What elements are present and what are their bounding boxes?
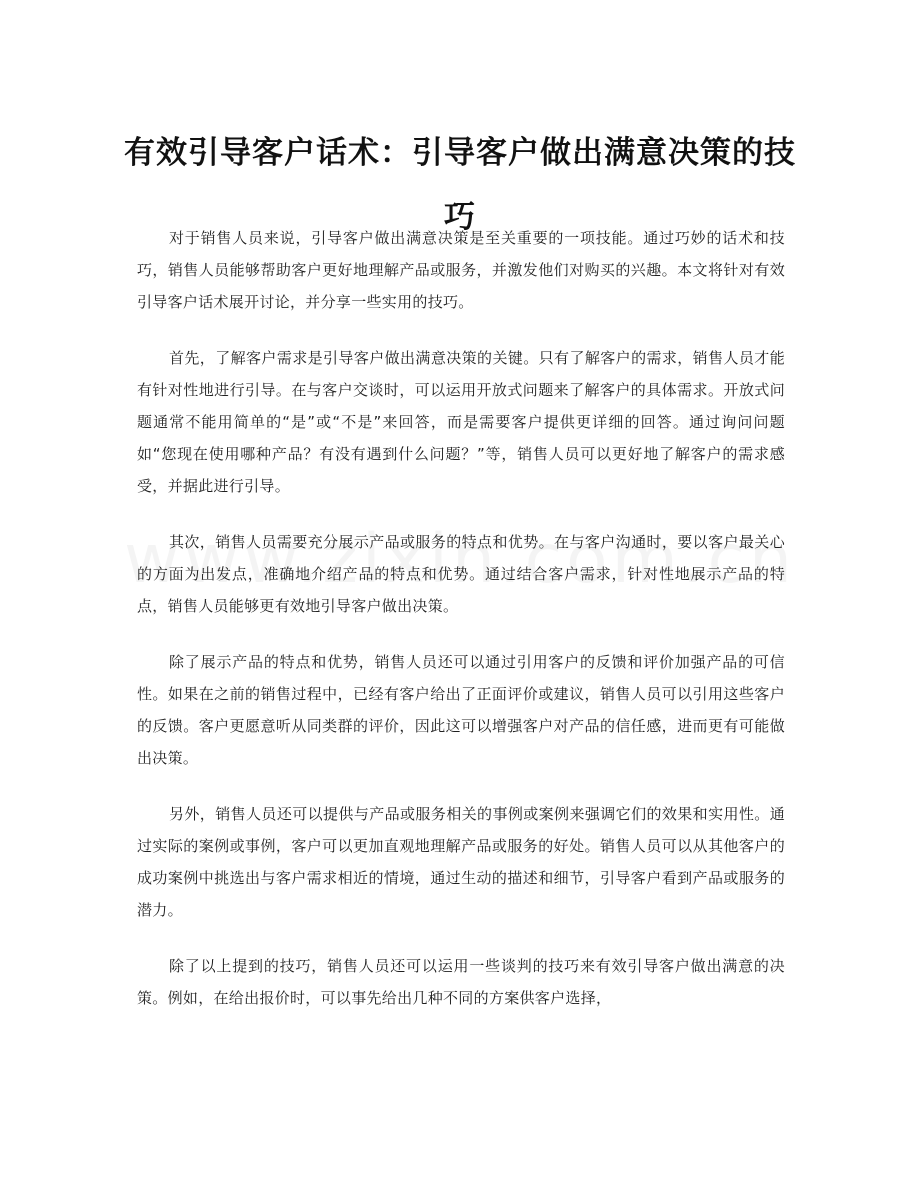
- paragraph-1: 对于销售人员来说，引导客户做出满意决策是至关重要的一项技能。通过巧妙的话术和技巧，销售人员能够帮助客户更好地理解产品或服务，并激发他们对购买的兴趣。本文将针对有效引导客户话术展开讨论，并分享一些实用的技巧。: [137, 229, 785, 311]
- paragraph-3: 其次，销售人员需要充分展示产品或服务的特点和优势。在与客户沟通时，要以客户最关心的方面为出发点，准确地介绍产品的特点和优势。通过结合客户需求，针对性地展示产品的特点，销售人员能够更有效地引导客户做出决策。: [137, 533, 785, 615]
- paragraph-6: 除了以上提到的技巧，销售人员还可以运用一些谈判的技巧来有效引导客户做出满意的决策。例如，在给出报价时，可以事先给出几种不同的方案供客户选择，: [137, 957, 785, 1007]
- document-title: 有效引导客户话术：引导客户做出满意决策的技巧: [124, 134, 796, 235]
- paragraph-2: 首先，了解客户需求是引导客户做出满意决策的关键。只有了解客户的需求，销售人员才能有针对性地进行引导。在与客户交谈时，可以运用开放式问题来了解客户的具体需求。开放式问题通常不能用简单的“是”或“不是”来回答，而是需要客户提供更详细的回答。通过询问问题如“您现在使用哪种产品？有没有遇到什么问题？”等，销售人员可以更好地了解客户的需求感受，并据此进行引导。: [137, 349, 785, 495]
- paragraph-5: 另外，销售人员还可以提供与产品或服务相关的事例或案例来强调它们的效果和实用性。通过实际的案例或事例，客户可以更加直观地理解产品或服务的好处。销售人员可以从其他客户的成功案例中挑选出与客户需求相近的情境，通过生动的描述和细节，引导客户看到产品或服务的潜力。: [137, 805, 785, 919]
- paragraph-4: 除了展示产品的特点和优势，销售人员还可以通过引用客户的反馈和评价加强产品的可信性。如果在之前的销售过程中，已经有客户给出了正面评价或建议，销售人员可以引用这些客户的反馈。客户更愿意听从同类群的评价，因此这可以增强客户对产品的信任感，进而更有可能做出决策。: [137, 653, 785, 767]
- document-body: [137, 222, 785, 1038]
